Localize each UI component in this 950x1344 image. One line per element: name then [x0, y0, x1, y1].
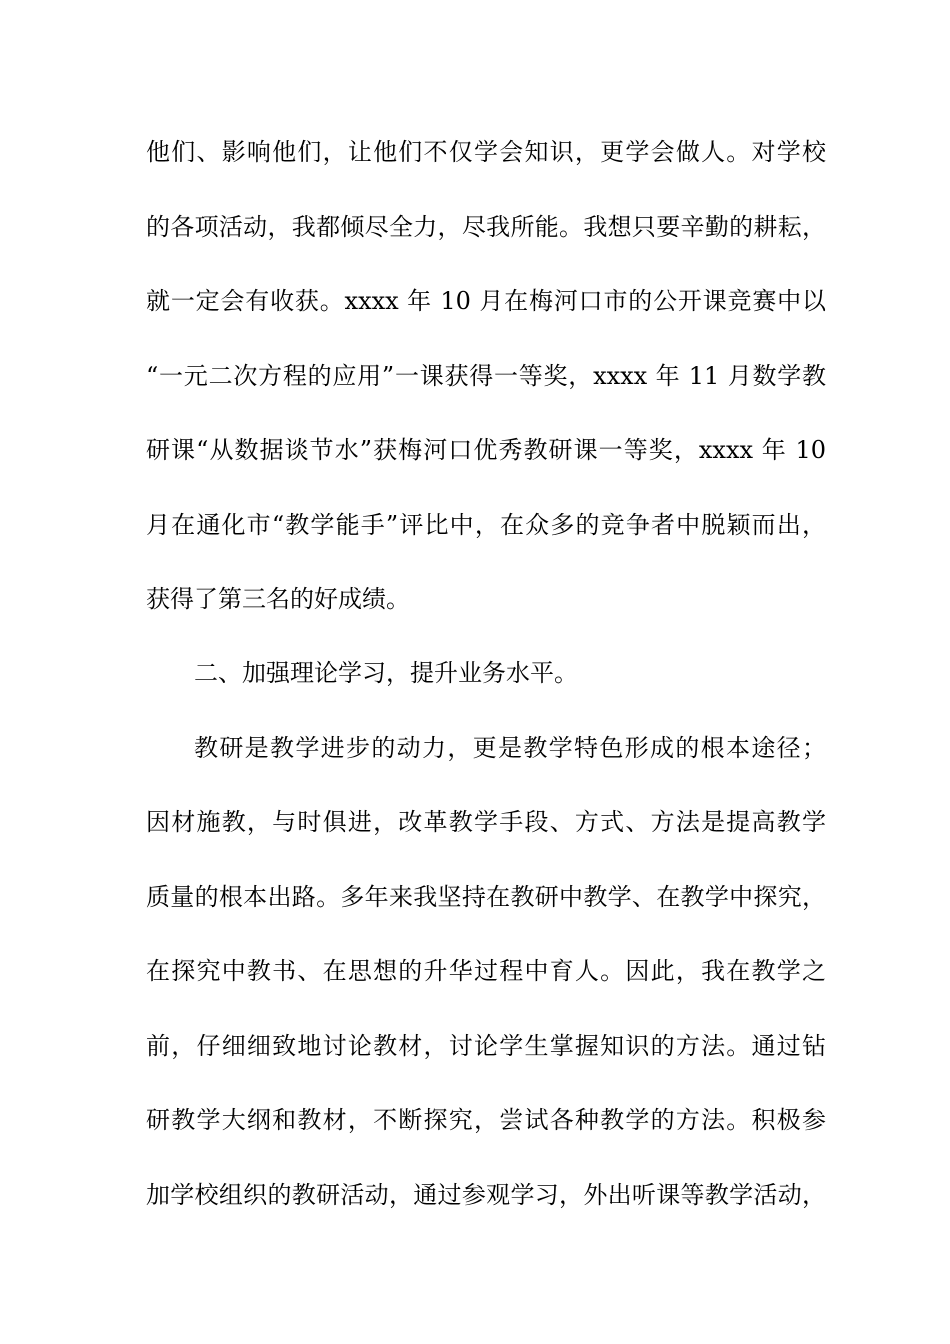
text-line: “一元二次方程的应用”一课获得一等奖，xxxx 年 11 月数学教 — [146, 362, 826, 390]
text-line: 获得了第三名的好成绩。 — [146, 585, 410, 613]
text-line: 就一定会有收获。xxxx 年 10 月在梅河口市的公开课竞赛中以 — [146, 287, 826, 315]
text-line: 研教学大纲和教材，不断探究，尝试各种教学的方法。积极参 — [146, 1106, 826, 1134]
text-line: 在探究中教书、在思想的升华过程中育人。因此，我在教学之 — [146, 957, 826, 985]
text-line: 前，仔细细致地讨论教材，讨论学生掌握知识的方法。通过钻 — [146, 1032, 826, 1060]
text-line: 教研是教学进步的动力，更是教学特色形成的根本途径； — [194, 734, 826, 762]
text-line: 研课“从数据谈节水”获梅河口优秀教研课一等奖，xxxx 年 10 — [146, 436, 826, 464]
text-line: 他们、影响他们，让他们不仅学会知识，更学会做人。对学校 — [146, 138, 826, 166]
text-line: 月在通化市“教学能手”评比中，在众多的竞争者中脱颖而出， — [146, 511, 826, 539]
text-line: 的各项活动，我都倾尽全力，尽我所能。我想只要辛勤的耕耘， — [146, 213, 826, 241]
section-heading: 二、加强理论学习，提升业务水平。 — [194, 659, 578, 687]
text-line: 加学校组织的教研活动，通过参观学习，外出听课等教学活动， — [146, 1181, 826, 1209]
text-line: 因材施教，与时俱进，改革教学手段、方式、方法是提高教学 — [146, 808, 826, 836]
text-line: 质量的根本出路。多年来我坚持在教研中教学、在教学中探究， — [146, 883, 826, 911]
